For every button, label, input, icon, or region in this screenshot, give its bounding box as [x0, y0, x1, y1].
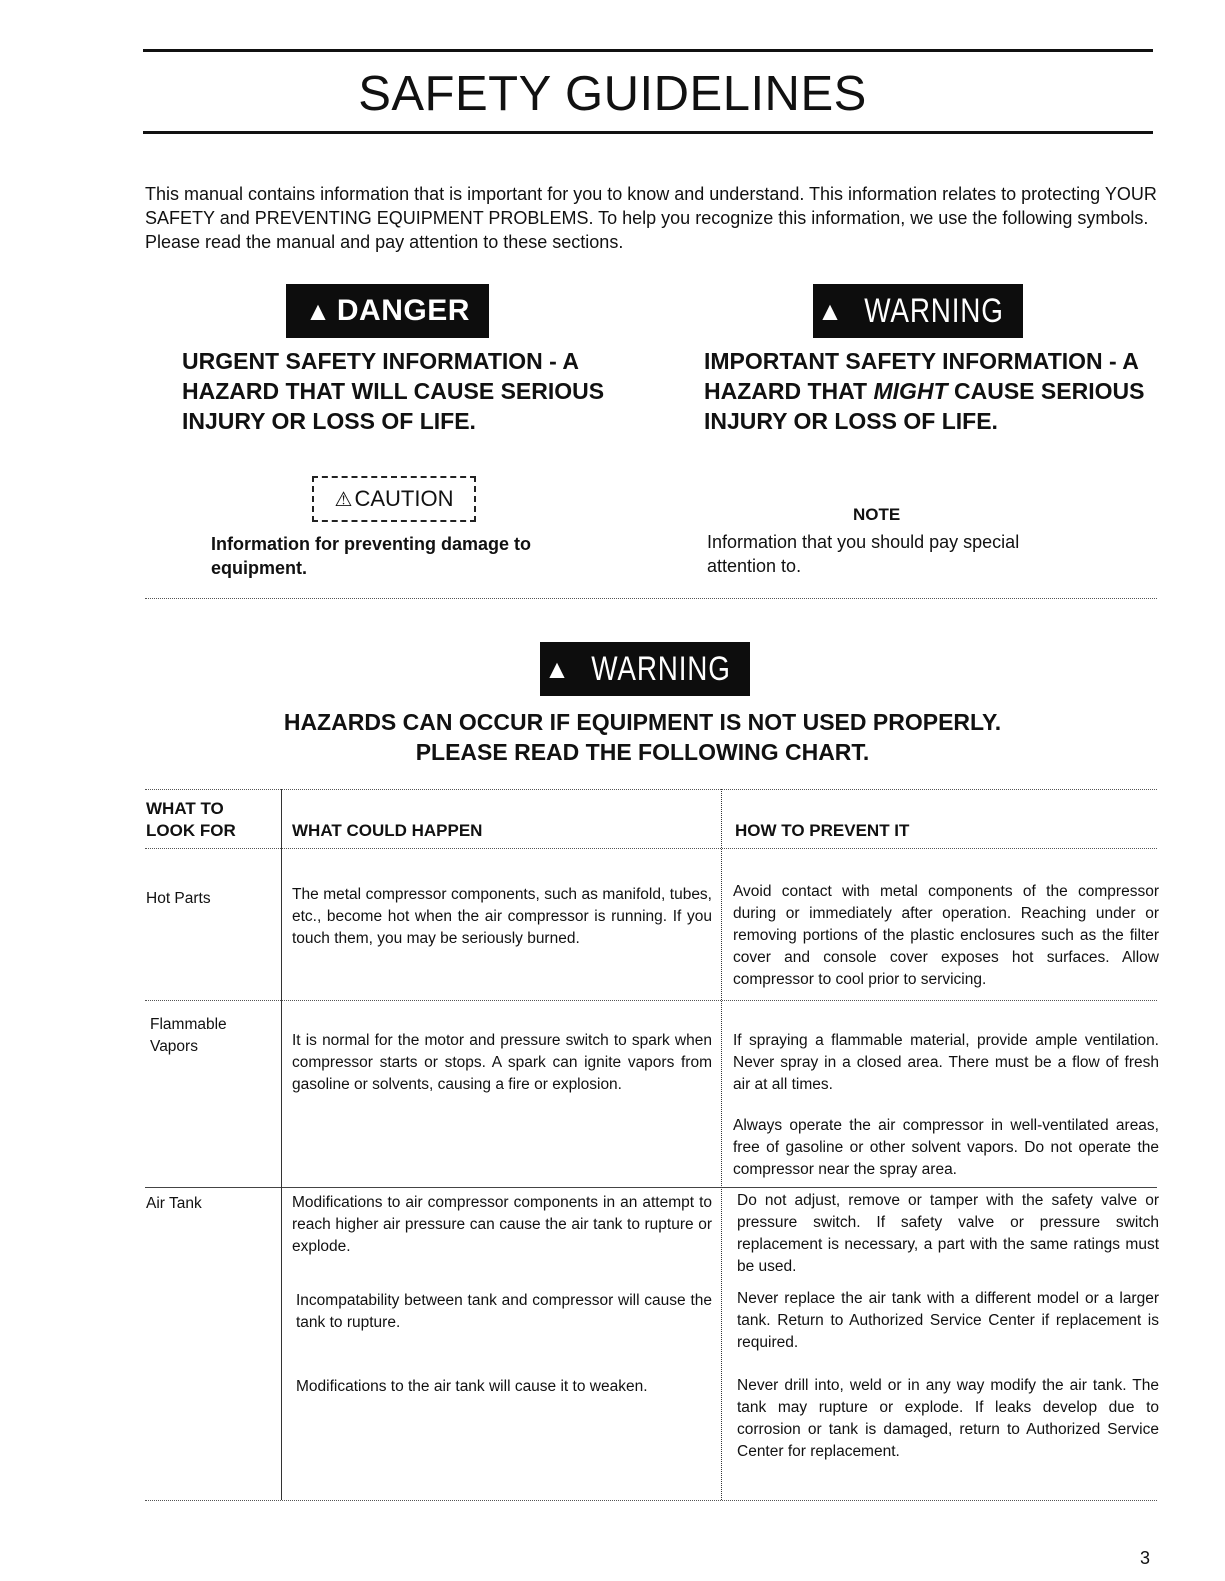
- warning-triangle-icon: ▲: [817, 295, 843, 326]
- page-title: SAFETY GUIDELINES: [358, 67, 867, 121]
- row-hot-parts-label: Hot Parts: [146, 890, 211, 907]
- table-top-rule: [145, 789, 1157, 790]
- warning-label: WARNING: [864, 291, 1004, 330]
- header-what-could-happen: WHAT COULD HAPPEN: [292, 821, 483, 840]
- row-flammable-prevent-2: Always operate the air compressor in well-ventilated areas, free of gasoline or other solvent vapors. Do not operate the compressor near the spray area.: [733, 1117, 1159, 1178]
- note-label: NOTE: [853, 505, 901, 524]
- header-what-to-look-for: WHAT TO LOOK FOR: [146, 799, 236, 840]
- caution-description: Information for preventing damage to equipment.: [211, 534, 532, 578]
- danger-description: URGENT SAFETY INFORMATION - A HAZARD THAT WILL CAUSE SERIOUS INJURY OR LOSS OF LIFE.: [182, 348, 605, 434]
- hazard-warning-badge: [540, 642, 750, 696]
- warning-badge: [813, 284, 1023, 338]
- row-air-tank-label: Air Tank: [146, 1195, 202, 1212]
- row-air-tank-prevent-3: Never drill into, weld or in any way modify the air tank. The tank may rupture or explode. If leaks develop due to corrosion or tank is damaged, return to Authorized Service Center for replacement.: [737, 1377, 1159, 1460]
- hazard-line-2: PLEASE READ THE FOLLOWING CHART.: [415, 739, 870, 765]
- row-divider-2: [145, 1187, 1157, 1188]
- row-air-tank-happen-2: Incompatability between tank and compressor will cause the tank to rupture.: [296, 1292, 712, 1331]
- title-bottom-rule: [143, 131, 1153, 134]
- page-number: 3: [1140, 1548, 1151, 1568]
- column-divider-2: [721, 789, 722, 1500]
- row-divider-1: [145, 1000, 1157, 1001]
- caution-triangle-icon: ⚠: [334, 488, 353, 511]
- row-flammable-label: Flammable Vapors: [150, 1016, 227, 1055]
- row-flammable-happen: It is normal for the motor and pressure switch to spark when compressor starts or stops. A spark can ignite vapors from gasoline or solvents, causing a fire or explosion.: [292, 1032, 712, 1093]
- caution-label: CAUTION: [354, 486, 454, 511]
- hazard-line-1: HAZARDS CAN OCCUR IF EQUIPMENT IS NOT USED PROPERLY.: [283, 709, 1002, 735]
- hazard-warning-label: WARNING: [591, 649, 731, 688]
- header-how-to-prevent: HOW TO PREVENT IT: [735, 821, 910, 840]
- warning-text-part1: IMPORTANT SAFETY INFORMATION - A HAZARD THAT: [704, 348, 1138, 404]
- row-air-tank-happen-1: Modifications to air compressor components in an attempt to reach higher air pressure can cause the air tank to rupture or explode.: [292, 1194, 712, 1255]
- row-air-tank-prevent-2: Never replace the air tank with a different model or a larger tank. Return to Authorized Service Center if replacement is required.: [737, 1290, 1159, 1351]
- table-bottom-rule: [145, 1500, 1157, 1501]
- warning-triangle-icon: ▲: [544, 653, 570, 684]
- danger-label: DANGER: [336, 294, 470, 327]
- row-hot-parts-happen: The metal compressor components, such as manifold, tubes, etc., become hot when the air compressor is running. If you touch them, you may be seriously burned.: [292, 886, 712, 947]
- top-rule: [143, 49, 1153, 52]
- column-divider-1: [281, 789, 282, 1500]
- row-hot-parts-prevent: Avoid contact with metal components of the compressor during or immediately after operation. Reaching under or removing portions of the plastic enclosures such as the filter cover and console cover exposes hot surfaces. Allow compressor to cool prior to servicing.: [733, 883, 1159, 988]
- table-header-rule: [145, 848, 1157, 849]
- warning-triangle-icon: ▲: [305, 295, 331, 326]
- row-flammable-prevent-1: If spraying a flammable material, provide ample ventilation. Never spray in a closed area. There must be a flow of fresh air at all times.: [733, 1032, 1159, 1093]
- caution-badge: [312, 476, 476, 522]
- intro-paragraph: This manual contains information that is important for you to know and understand. This information relates to protecting YOUR SAFETY and PREVENTING EQUIPMENT PROBLEMS. To help you recognize this information, we use the following symbols. Please read the manual and pay attention to these sections.: [145, 184, 1157, 252]
- warning-text-part2: CAUSE SERIOUS INJURY OR LOSS OF LIFE.: [704, 378, 1145, 434]
- note-description: Information that you should pay special attention to.: [707, 532, 1020, 576]
- warning-text-might: MIGHT: [873, 378, 948, 404]
- row-air-tank-prevent-1: Do not adjust, remove or tamper with the safety valve or pressure switch. If safety valve or pressure switch replacement is necessary, a part with the same ratings must be used.: [737, 1192, 1159, 1275]
- warning-description: [704, 346, 1154, 436]
- section-divider: [145, 598, 1157, 599]
- row-air-tank-happen-3: Modifications to the air tank will cause it to weaken.: [296, 1378, 648, 1395]
- danger-badge: [286, 284, 489, 338]
